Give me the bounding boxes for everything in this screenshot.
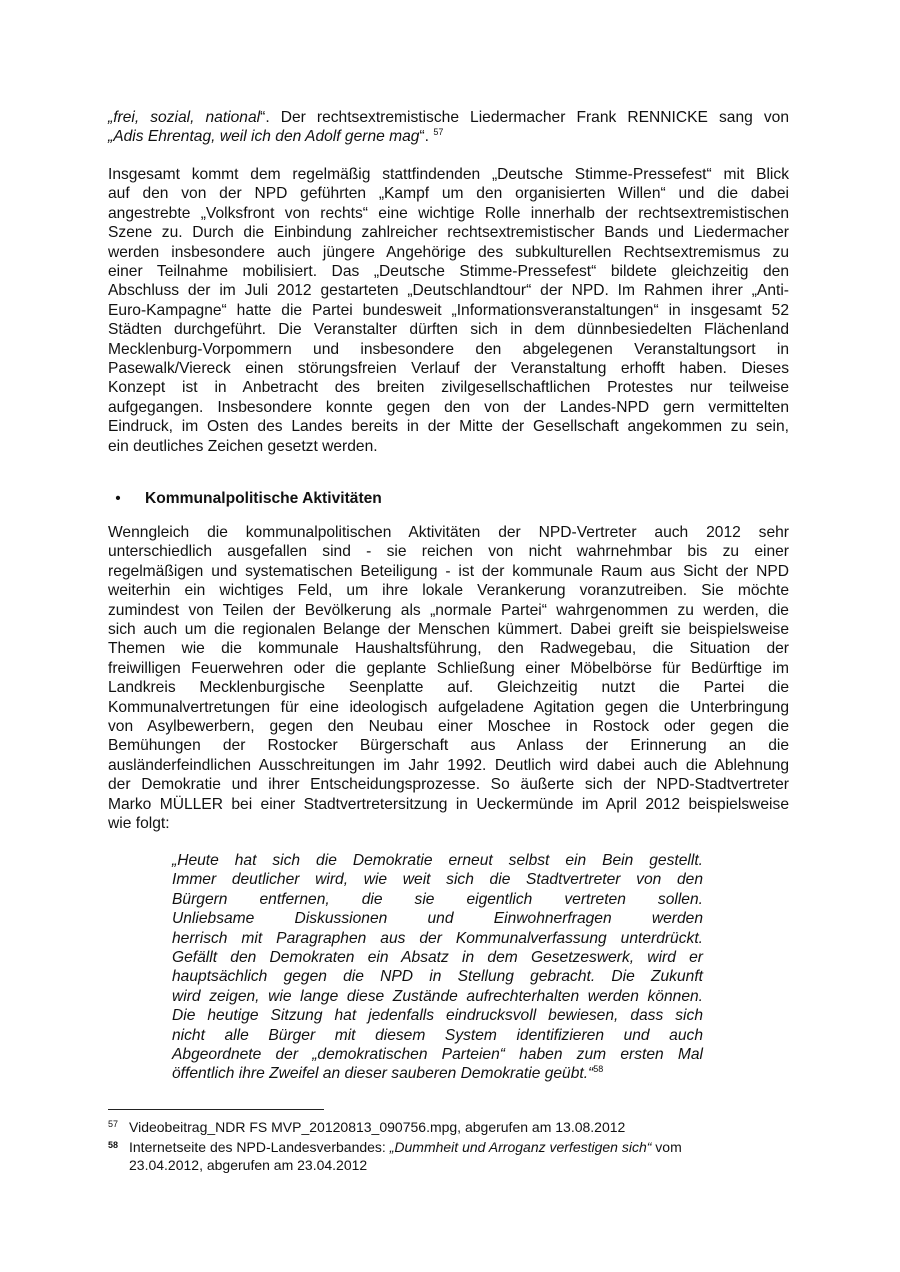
footnote-mark: 58 — [108, 1140, 119, 1150]
paragraph-line: Abschluss der im Juli 2012 gestarteten „Deutschlandtour“ der NPD. Im Rahmen ihrer „Anti- — [108, 282, 789, 300]
paragraph-line: Szene zu. Durch die Einbindung zahlreicher rechtsextremistischer Bands und Liedermacher — [108, 224, 789, 242]
quote-line: herrisch mit Paragraphen aus der Kommunalverfassung unterdrückt. — [172, 929, 703, 947]
paragraph-line: ausländerfeindlichen Ausschreitungen im Jahr 1992. Deutlich wird dabei auch die Ablehnung — [108, 756, 789, 774]
quote-line: hauptsächlich gegen die NPD in Stellung gebracht. Die Zukunft — [172, 968, 703, 986]
footnote-57 — [108, 1119, 748, 1137]
block-quote — [172, 851, 703, 1084]
paragraph-line: Städten durchgeführt. Die Veranstalter dürften sich in dem dünnbesiedelten Flächenland — [108, 321, 789, 339]
section-heading: Kommunalpolitische Aktivitäten — [145, 490, 382, 507]
paragraph-line: Themen wie die kommunale Haushaltsführung, den Radwegebau, die Situation der — [108, 640, 789, 658]
intro-line-2 — [108, 127, 789, 146]
footnote-ref-58[interactable]: 58 — [593, 1064, 604, 1075]
footnote-58 — [108, 1139, 748, 1174]
paragraph-line: Euro-Kampagne“ hatte die Partei bundesweit „Informationsveranstaltungen“ in insgesamt 52 — [108, 301, 789, 319]
intro-line-1 — [108, 108, 789, 127]
quote-line: wird zeigen, wie lange diese Zustände aufrechterhalten werden können. — [172, 987, 703, 1005]
paragraph-line: einer Teilnahme mobilisiert. Das „Deutsche Stimme-Pressefest“ bildete gleichzeitig den — [108, 263, 789, 281]
paragraph-line: zumindest von Teilen der Bevölkerung als „normale Partei“ wahrgenommen zu werden, die — [108, 601, 789, 619]
paragraph-line: unterschiedlich ausgefallen sind - sie reichen von nicht wahrnehmbar bis zu einer — [108, 543, 789, 561]
paragraph-line: Mecklenburg-Vorpommern und insbesondere den abgelegenen Veranstaltungsort in — [108, 340, 789, 358]
intro-line-2-text: “. — [419, 128, 434, 146]
quote-line: öffentlich ihre Zweifel an dieser sauberen Demokratie geübt.“$^{58}$ — [172, 1064, 604, 1083]
paragraph-line: sich auch um die regionalen Belange der Menschen kümmert. Dabei greift sie beispielsweise — [108, 621, 789, 639]
footnote-text — [108, 1139, 748, 1174]
footnote-mark: 57 — [108, 1119, 119, 1129]
footnote-text: Videobeitrag_NDR FS MVP_20120813_090756.mpg, abgerufen am 13.08.2012 — [129, 1119, 626, 1135]
paragraph-line: Insgesamt kommt dem regelmäßig stattfindenden „Deutsche Stimme-Pressefest“ mit Blick — [108, 166, 789, 183]
paragraph-line: werden insbesondere auch jüngere Angehörige des subkulturellen Rechtsextremismus zu — [108, 243, 789, 261]
paragraph-line: freiwilligen Feuerwehren oder die geplante Schließung einer Möbelbörse für Bedürftige im — [108, 659, 789, 677]
bullet-icon: • — [115, 490, 121, 507]
slogan-quote: „frei, sozial, national — [108, 109, 261, 126]
footnote-text-prefix: Internetseite des NPD-Landesverbandes: — [129, 1139, 390, 1155]
paragraph-line: auf den von der NPD geführten „Kampf um den organisierten Willen“ und die dabei — [108, 185, 789, 203]
pressefest-paragraph — [108, 165, 789, 456]
paragraph-line: angestrebte „Volksfront von rechts“ eine wichtige Rolle innerhalb der rechtsextremistischen — [108, 204, 789, 222]
paragraph-line: Bemühungen der Rostocker Bürgerschaft aus Anlass der Erinnerung an die — [108, 737, 789, 755]
quote-line: nicht alle Bürger mit diesem System identifizieren und auch — [172, 1026, 703, 1044]
kommunal-paragraph — [108, 523, 789, 834]
song-title-quote: „Adis Ehrentag, weil ich den Adolf gerne mag — [108, 128, 420, 146]
paragraph-line: regelmäßigen und systematischen Beteiligung - ist der kommunale Raum aus Sicht der NPD — [108, 562, 789, 580]
quote-line: Abgeordnete der „demokratischen Parteien“ haben zum ersten Mal — [172, 1046, 703, 1064]
footnote-ref-57[interactable]: 57 — [433, 127, 444, 138]
footnote-text-suffix: vom — [651, 1139, 682, 1155]
footnote-article-title: „Dummheit und Arroganz verfestigen sich“ — [389, 1139, 652, 1155]
paragraph-line: von Asylbewerbern, gegen den Neubau einer Moschee in Rostock oder gegen die — [108, 718, 789, 736]
paragraph-line: Konzept ist in Anbetracht des breiten zivilgesellschaftlichen Protestes nur teilweise — [108, 379, 789, 397]
quote-line: Gefällt den Demokraten ein Absatz in dem Gesetzeswerk, wird er — [172, 949, 703, 967]
paragraph-line: Kommunalvertretungen für eine ideologisch aufgeladene Agitation gegen die Unterbringung — [108, 698, 789, 716]
quote-line: Unliebsame Diskussionen und Einwohnerfragen werden — [172, 910, 703, 928]
quote-line: Immer deutlicher wird, wie weit sich die Stadtvertreter von den — [172, 871, 703, 889]
paragraph-line: weiterhin ein wichtiges Feld, um ihre lokale Verankerung voranzutreiben. Sie möchte — [108, 582, 789, 600]
intro-line-1-text: “. Der rechtsextremistische Liedermacher Frank RENNICKE sang von — [260, 109, 789, 126]
paragraph-line: Marko MÜLLER bei einer Stadtvertretersitzung in Ueckermünde im April 2012 beispielsweise — [108, 795, 789, 813]
quote-line: Die heutige Sitzung hat jedenfalls eindrucksvoll bewiesen, dass sich — [172, 1007, 703, 1025]
paragraph-line: ein deutliches Zeichen gesetzt werden. — [108, 437, 378, 455]
paragraph-line: Wenngleich die kommunalpolitischen Aktivitäten der NPD-Vertreter auch 2012 sehr — [108, 524, 789, 541]
intro-paragraph — [108, 108, 789, 147]
paragraph-line: Eindruck, im Osten des Landes bereits in der Mitte der Gesellschaft angekommen zu sein, — [108, 418, 789, 436]
paragraph-line: Landkreis Mecklenburgische Seenplatte auf. Gleichzeitig nutzt die Partei die — [108, 679, 789, 697]
paragraph-line: aufgegangen. Insbesondere konnte gegen den von der Landes-NPD gern vermittelten — [108, 398, 789, 416]
paragraph-line: Pasewalk/Viereck einen störungsfreien Verlauf der Veranstaltung erhofft haben. Dieses — [108, 360, 789, 378]
footnote-divider — [108, 1109, 324, 1110]
paragraph-line: wie folgt: — [108, 815, 170, 833]
footnote-text-line-2: 23.04.2012, abgerufen am 23.04.2012 — [129, 1156, 368, 1173]
quote-line: „Heute hat sich die Demokratie erneut selbst ein Bein gestellt. — [172, 852, 703, 869]
quote-line: Bürgern entfernen, die sie eigentlich vertreten sollen. — [172, 890, 703, 908]
paragraph-line: der Demokratie und ihrer Entscheidungsprozesse. So äußerte sich der NPD-Stadtvertreter — [108, 776, 789, 794]
